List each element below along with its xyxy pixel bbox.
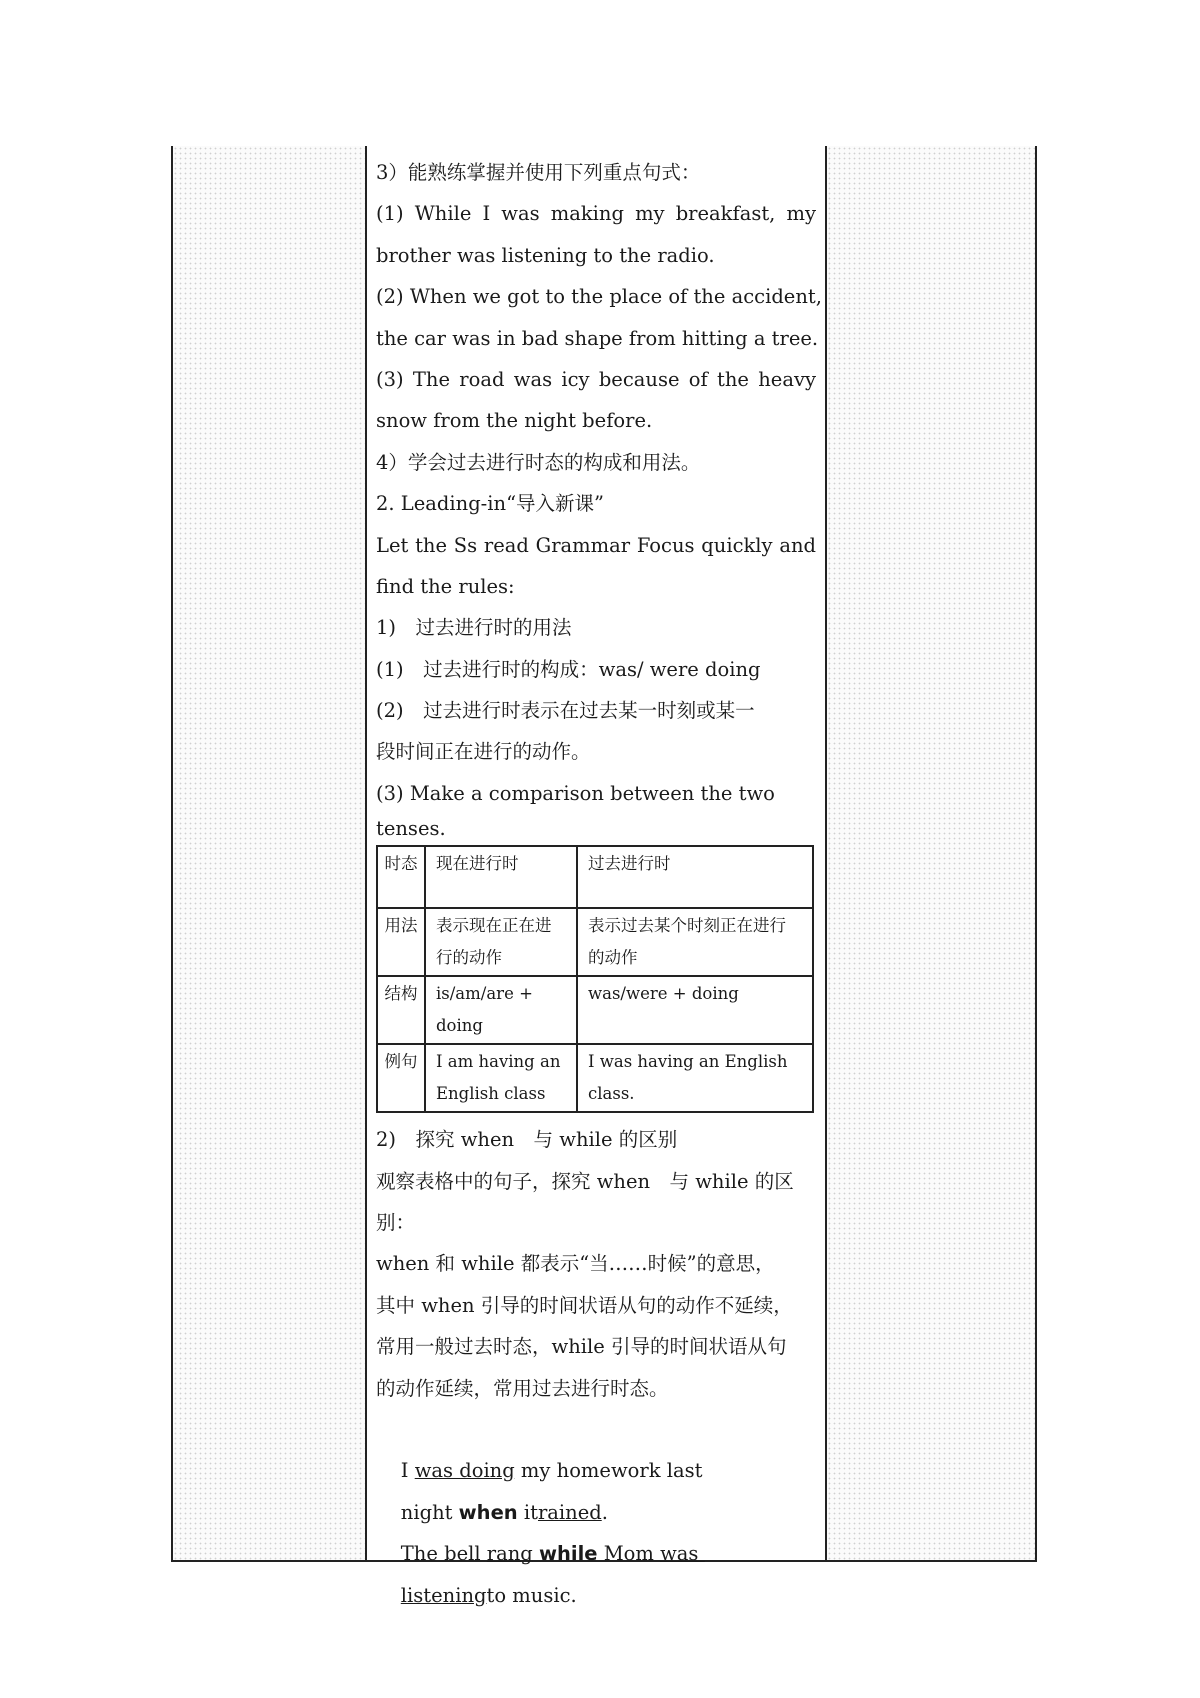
middle-column-content <box>376 152 822 1607</box>
example-text: to music. <box>486 1583 577 1607</box>
rule-form: (1) 过去进行时的构成：was/ were doing <box>376 657 761 681</box>
explanation-line-1: when 和 while 都表示“当……时候”的意思， <box>376 1252 775 1276</box>
rule-heading-2: 2) 探究 when 与 while 的区别 <box>376 1128 678 1152</box>
explanation-line-3: 常用一般过去时态，while 引导的时间状语从句 <box>376 1335 787 1359</box>
example-sentence-1a <box>376 1409 816 1483</box>
rule-usage-b: 段时间正在进行的动作。 <box>376 740 591 764</box>
example-conjunction: while <box>539 1542 598 1566</box>
table-row <box>377 976 813 1044</box>
past-progressive-cell: 过去进行时 <box>577 846 813 908</box>
example-text: . <box>601 1500 608 1524</box>
comparison-line-1: (3) Make a comparison between the two <box>376 781 775 805</box>
instruction-line-2: find the rules: <box>376 574 515 598</box>
present-progressive-cell: 表示现在正在进行的动作 <box>425 908 577 976</box>
key-sentence-3b: snow from the night before. <box>376 409 653 433</box>
example-text: night <box>400 1500 459 1524</box>
present-progressive-cell: is/am/are + doing <box>425 976 577 1044</box>
rule-heading-1: 1) 过去进行时的用法 <box>376 616 572 640</box>
explanation-line-2: 其中 when 引导的时间状语从句的动作不延续， <box>376 1293 793 1317</box>
key-sentence-3a: (3) The road was icy because of the heavy <box>376 367 816 391</box>
example-conjunction: when <box>458 1500 518 1524</box>
observe-line-2: 别： <box>376 1211 416 1235</box>
objective-3: 3）能熟练掌握并使用下列重点句式： <box>376 161 701 184</box>
key-sentence-2a: (2) When we got to the place of the accident, <box>376 285 822 309</box>
example-text: it <box>517 1500 538 1524</box>
example-verb: was doing <box>414 1459 515 1483</box>
present-progressive-cell: 现在进行时 <box>425 846 577 908</box>
row-key: 用法 <box>377 908 425 976</box>
rule-usage-a: (2) 过去进行时表示在过去某一时刻或某一 <box>376 699 755 723</box>
past-progressive-cell: was/were + doing <box>577 976 813 1044</box>
past-progressive-cell: I was having an English class. <box>577 1044 813 1112</box>
key-sentence-1b: brother was listening to the radio. <box>376 243 715 267</box>
objective-4: 4）学会过去进行时态的构成和用法。 <box>376 450 701 474</box>
example-verb: listening <box>400 1583 487 1607</box>
example-text: The bell <box>400 1542 487 1566</box>
example-verb: rang <box>486 1542 533 1566</box>
example-text: I <box>400 1459 415 1483</box>
comparison-line-2: tenses. <box>376 817 446 841</box>
instruction-line-1: Let the Ss read Grammar Focus quickly and <box>376 533 816 557</box>
explanation-line-4: 的动作延续，常用过去进行时态。 <box>376 1376 669 1400</box>
key-sentence-1a: (1) While I was making my breakfast, my <box>376 202 816 226</box>
section-leading-in: 2. Leading-in“导入新课” <box>376 492 605 516</box>
key-sentence-2b: the car was in bad shape from hitting a tree. <box>376 326 819 350</box>
tense-comparison-table <box>376 845 814 1113</box>
row-key: 例句 <box>377 1044 425 1112</box>
example-verb: rained <box>537 1500 602 1524</box>
observe-line-1: 观察表格中的句子，探究 when 与 while 的区 <box>376 1169 794 1193</box>
table-row <box>377 1044 813 1112</box>
row-key: 时态 <box>377 846 425 908</box>
left-column <box>173 146 367 1560</box>
row-key: 结构 <box>377 976 425 1044</box>
past-progressive-cell: 表示过去某个时刻正在进行的动作 <box>577 908 813 976</box>
right-column <box>827 146 1035 1560</box>
example-text: my homework last <box>514 1459 703 1483</box>
example-verb: was <box>660 1542 705 1566</box>
present-progressive-cell: I am having an English class <box>425 1044 577 1112</box>
table-row <box>377 908 813 976</box>
example-text: Mom <box>597 1542 661 1566</box>
table-row <box>377 846 813 908</box>
